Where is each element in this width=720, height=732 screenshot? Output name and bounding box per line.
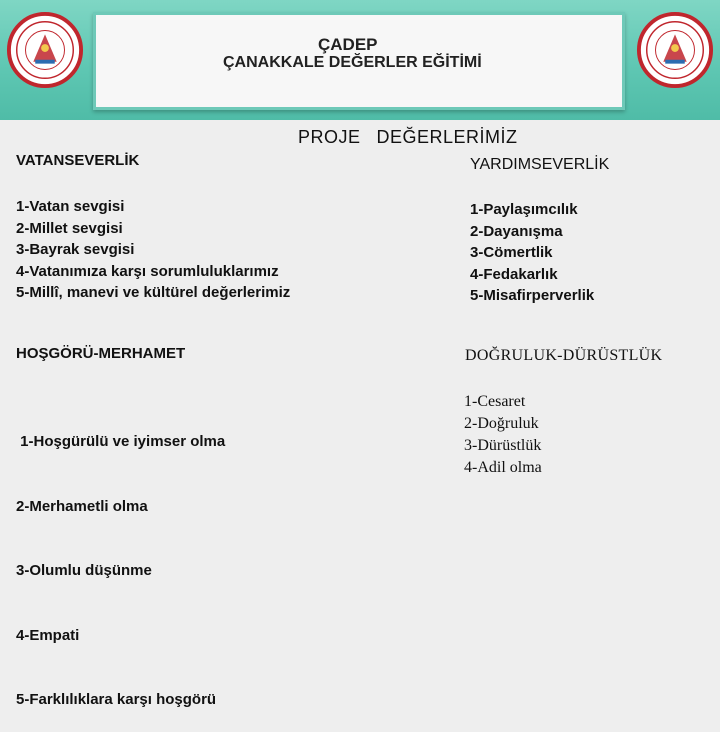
- project-title-part2: DEĞERLERİMİZ: [376, 127, 518, 147]
- school-emblem-icon: [636, 11, 714, 89]
- section-heading-hosgoru: HOŞGÖRÜ-MERHAMET: [16, 345, 186, 362]
- list-item: 1-Vatan sevgisi: [16, 198, 125, 215]
- list-vatanseverlik: [16, 196, 290, 304]
- section-heading-yardimseverlik: YARDIMSEVERLİK: [470, 156, 610, 173]
- list-item: 3-Olumlu düşünme: [16, 562, 152, 579]
- list-item: 5-Misafirperverlik: [470, 287, 595, 304]
- list-item: 2-Millet sevgisi: [16, 219, 123, 237]
- list-item: 2-Doğruluk: [464, 415, 539, 432]
- section-heading-dogruluk: DOĞRULUK-DÜRÜSTLÜK: [465, 347, 663, 364]
- list-item: 3-Bayrak sevgisi: [16, 241, 135, 258]
- list-item: 1-Hoşgürülü ve iyimser olma: [16, 433, 226, 450]
- header-title: ÇADEP: [318, 35, 378, 54]
- list-item: 1-Cesaret: [464, 393, 526, 410]
- list-item: 3-Dürüstlük: [464, 437, 542, 454]
- list-item: 2-Merhametli olma: [16, 497, 148, 515]
- project-title: [298, 127, 518, 148]
- list-dogruluk: [464, 391, 542, 479]
- section-heading-vatanseverlik: VATANSEVERLİK: [16, 152, 140, 169]
- list-item: 4-Vatanımıza karşı sorumluluklarımız: [16, 262, 279, 280]
- list-item: 5-Farklılıklara karşı hoşgörü: [16, 691, 217, 708]
- list-yardimseverlik: [470, 199, 594, 307]
- list-hosgoru: [16, 388, 225, 732]
- list-item: 1-Paylaşımcılık: [470, 201, 578, 218]
- header-subtitle: ÇANAKKALE DEĞERLER EĞİTİMİ: [223, 54, 482, 71]
- list-item: 4-Adil olma: [464, 459, 542, 476]
- project-title-part1: PROJE: [298, 127, 361, 147]
- list-item: 3-Cömertlik: [470, 244, 553, 261]
- list-item: 4-Fedakarlık: [470, 265, 558, 283]
- list-item: 4-Empati: [16, 626, 80, 644]
- list-item: 2-Dayanışma: [470, 222, 563, 240]
- school-emblem-icon: [6, 11, 84, 89]
- list-item: 5-Millî, manevi ve kültürel değerlerimiz: [16, 284, 291, 301]
